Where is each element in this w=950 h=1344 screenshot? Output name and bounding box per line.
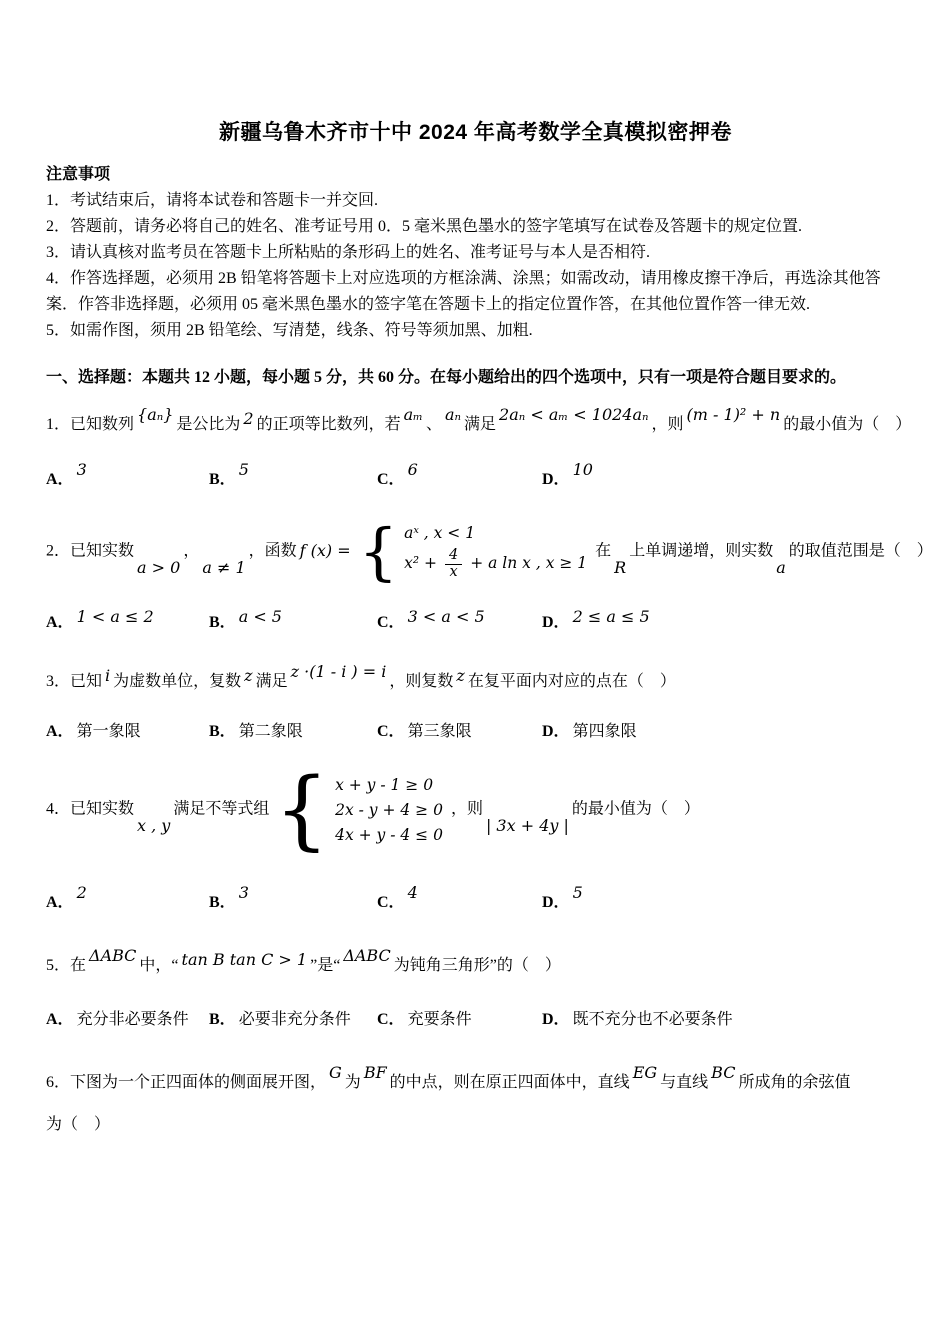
option-5c — [377, 1005, 542, 1035]
fraction-4-over-x — [442, 548, 465, 581]
question-5-options — [46, 1005, 905, 1035]
option-label: A． — [46, 1011, 74, 1029]
option-3c — [377, 717, 542, 747]
math-variable-a: a — [776, 557, 786, 577]
math-condition-a-gt-0: a > 0 — [137, 557, 181, 577]
stem-text: 的取值范围是（ ） — [788, 542, 933, 560]
math-line-bc: BC — [711, 1063, 736, 1083]
question-1-stem — [46, 405, 912, 440]
option-value: 必要非充分条件 — [238, 1011, 351, 1029]
math-fragment: x² + — [404, 554, 437, 573]
math-fragment: + a ln x , x ≥ 1 — [470, 554, 588, 573]
option-4a — [46, 883, 209, 918]
math-line-eg: EG — [632, 1063, 658, 1083]
math-complex-z: z — [244, 666, 253, 686]
stem-text: 上单调递增，则实数 — [629, 542, 774, 560]
math-ratio: 2 — [243, 409, 254, 429]
option-value: 第一象限 — [76, 723, 141, 741]
option-label: A． — [46, 614, 74, 632]
math-tan-condition: tan B tan C > 1 — [181, 950, 308, 970]
stem-text: 5．在 — [46, 957, 87, 975]
page-title: 新疆乌鲁木齐市十中 2024 年高考数学全真模拟密押卷 — [219, 121, 732, 145]
question-3-options — [46, 717, 905, 747]
question-2-options — [46, 607, 905, 638]
option-label: C． — [377, 723, 405, 741]
question-4-options — [46, 883, 905, 918]
math-complex-z: z — [456, 666, 465, 686]
stem-text: ， — [183, 542, 200, 560]
question-4-stem — [46, 760, 905, 867]
question-6-stem — [46, 1063, 905, 1098]
math-term-am: aₘ — [403, 405, 423, 425]
notice-item: 2．答题前，请务必将自己的姓名、准考证号用 0．5 毫米黑色墨水的签字笔填写在试卷及答题卡的规定位置. — [46, 218, 803, 236]
option-value: 充要条件 — [407, 1011, 472, 1029]
option-label: C． — [377, 471, 405, 489]
option-label: B． — [209, 723, 236, 741]
option-value: 5 — [238, 460, 249, 480]
option-value: 3 — [76, 460, 87, 480]
piecewise-row-2 — [401, 548, 590, 581]
notice-section — [46, 162, 905, 344]
math-segment-bf: BF — [363, 1063, 387, 1083]
option-3b — [209, 717, 377, 747]
option-label: A． — [46, 894, 74, 912]
question-6 — [46, 1063, 905, 1140]
option-label: B． — [209, 894, 236, 912]
notice-item: 5．如需作图，须用 2B 铅笔绘、写清楚，线条、符号等须加黑、加粗. — [46, 322, 533, 340]
math-term-an: aₙ — [445, 405, 462, 425]
inequality-system — [274, 760, 446, 861]
option-label: A． — [46, 723, 74, 741]
question-4 — [46, 760, 905, 918]
math-function-name: f (x) = — [299, 540, 351, 560]
option-value: 6 — [407, 460, 418, 480]
piecewise-rows — [401, 523, 590, 581]
stem-text: ，则 — [651, 416, 684, 434]
notice-heading: 注意事项 — [46, 166, 111, 184]
stem-text: 1．已知数列 — [46, 416, 135, 434]
option-2d — [542, 607, 905, 638]
option-label: B． — [209, 471, 236, 489]
option-4b — [209, 883, 377, 918]
option-5b — [209, 1005, 377, 1035]
fraction-denominator: x — [449, 564, 458, 581]
stem-text: 在复平面内对应的点在（ ） — [467, 673, 676, 691]
stem-text: 3．已知 — [46, 673, 103, 691]
question-5 — [46, 946, 905, 1035]
option-value: 3 — [238, 883, 249, 903]
stem-text: 的正项等比数列，若 — [256, 416, 401, 434]
stem-text: 6．下图为一个正四面体的侧面展开图， — [46, 1074, 327, 1092]
question-2-stem — [46, 515, 933, 595]
math-equation: z ·(1 - i ) = i — [290, 662, 387, 682]
option-2a — [46, 607, 209, 638]
stem-text: 、 — [425, 416, 442, 434]
math-abs-expression: | 3x + 4y | — [485, 815, 569, 835]
option-1a — [46, 460, 209, 495]
question-5-stem — [46, 946, 905, 981]
inequality-rows — [332, 775, 446, 845]
question-2 — [46, 515, 933, 638]
math-variables-xy: x , y — [137, 815, 171, 835]
stem-text: 4．已知实数 — [46, 800, 135, 818]
option-label: B． — [209, 1011, 236, 1029]
option-value: 充分非必要条件 — [76, 1011, 189, 1029]
option-value: 第四象限 — [572, 723, 637, 741]
stem-text: ，则复数 — [389, 673, 454, 691]
option-value: 5 — [572, 883, 583, 903]
stem-text: 在 — [595, 542, 612, 560]
notice-item: 1．考试结束后，请将本试卷和答题卡一并交回. — [46, 192, 379, 210]
stem-text: 满足 — [255, 673, 288, 691]
math-triangle-abc: ΔABC — [89, 946, 137, 966]
inequality-row-2: 2x - y + 4 ≥ 0 — [335, 801, 443, 820]
option-value: 第二象限 — [238, 723, 303, 741]
option-value: 1 < a ≤ 2 — [76, 607, 154, 627]
option-1b — [209, 460, 377, 495]
stem-text: 2．已知实数 — [46, 542, 135, 560]
option-value: 第三象限 — [407, 723, 472, 741]
piecewise-row-1: aˣ , x < 1 — [404, 524, 476, 543]
option-2b — [209, 607, 377, 638]
option-1d — [542, 460, 905, 495]
stem-text: 为虚数单位，复数 — [113, 673, 242, 691]
left-brace: { — [274, 760, 330, 861]
question-1-options — [46, 460, 905, 495]
option-value: 4 — [407, 883, 418, 903]
math-expression: (m - 1)² + n — [686, 405, 781, 425]
question-6-stem-continued: 为（ ） — [46, 1116, 111, 1134]
stem-text: 是公比为 — [176, 416, 241, 434]
math-imaginary-unit: i — [105, 666, 111, 686]
option-label: C． — [377, 894, 405, 912]
stem-text: 与直线 — [660, 1074, 709, 1092]
option-value: 3 < a < 5 — [407, 607, 485, 627]
question-3-stem — [46, 662, 905, 697]
inequality-row-3: 4x + y - 4 ≤ 0 — [335, 826, 443, 845]
stem-text: 的中点，则在原正四面体中，直线 — [389, 1074, 630, 1092]
option-label: C． — [377, 614, 405, 632]
stem-text: 中，“ — [139, 957, 179, 975]
notice-item: 3．请认真核对监考员在答题卡上所粘贴的条形码上的姓名、准考证号与本人是否相符. — [46, 244, 651, 262]
question-1 — [46, 405, 912, 495]
stem-text: 满足 — [464, 416, 497, 434]
option-4c — [377, 883, 542, 918]
math-triangle-abc: ΔABC — [343, 946, 391, 966]
stem-text: ”是“ — [310, 957, 341, 975]
option-value: 2 — [76, 883, 87, 903]
option-label: D． — [542, 471, 570, 489]
math-point-g: G — [329, 1063, 342, 1083]
stem-text: 的最小值为（ ） — [571, 800, 700, 818]
stem-text: ，函数 — [248, 542, 297, 560]
option-label: A． — [46, 471, 74, 489]
section-heading: 一、选择题：本题共 12 小题，每小题 5 分，共 60 分。在每小题给出的四个选项中，只有一项是符合题目要求的。 — [46, 369, 847, 387]
left-brace: { — [358, 515, 399, 589]
option-1c — [377, 460, 542, 495]
option-value: 10 — [572, 460, 593, 480]
stem-text: 满足不等式组 — [173, 800, 270, 818]
math-set-r: R — [614, 557, 627, 577]
stem-text: 为 — [344, 1074, 361, 1092]
question-3 — [46, 662, 905, 747]
option-value: 2 ≤ a ≤ 5 — [572, 607, 650, 627]
option-5a — [46, 1005, 209, 1035]
option-3d — [542, 717, 905, 747]
option-label: C． — [377, 1011, 405, 1029]
option-label: D． — [542, 894, 570, 912]
option-value: a < 5 — [238, 607, 282, 627]
option-value: 既不充分也不必要条件 — [572, 1011, 733, 1029]
stem-text: 的最小值为（ ） — [783, 416, 912, 434]
option-label: D． — [542, 723, 570, 741]
piecewise-function — [358, 515, 590, 589]
option-2c — [377, 607, 542, 638]
option-4d — [542, 883, 905, 918]
math-sequence-notation: {aₙ} — [137, 405, 174, 425]
option-3a — [46, 717, 209, 747]
stem-text: 为钝角三角形”的（ ） — [393, 957, 561, 975]
stem-text: ，则 — [450, 800, 483, 818]
option-label: B． — [209, 614, 236, 632]
option-label: D． — [542, 1011, 570, 1029]
option-label: D． — [542, 614, 570, 632]
math-condition-a-ne-1: a ≠ 1 — [202, 557, 246, 577]
notice-item: 4．作答选择题，必须用 2B 铅笔将答题卡上对应选项的方框涂满、涂黑；如需改动，请用橡皮擦干净后，再选涂其他答案．作答非选择题，必须用 05 毫米黑色墨水的签字笔在答题卡上的指定位置作答，在其他位置作答一律无效. — [46, 270, 881, 314]
math-inequality: 2aₙ < aₘ < 1024aₙ — [499, 405, 649, 425]
inequality-row-1: x + y - 1 ≥ 0 — [335, 776, 434, 795]
option-5d — [542, 1005, 905, 1035]
stem-text: 所成角的余弦值 — [738, 1074, 851, 1092]
fraction-numerator: 4 — [445, 548, 462, 565]
